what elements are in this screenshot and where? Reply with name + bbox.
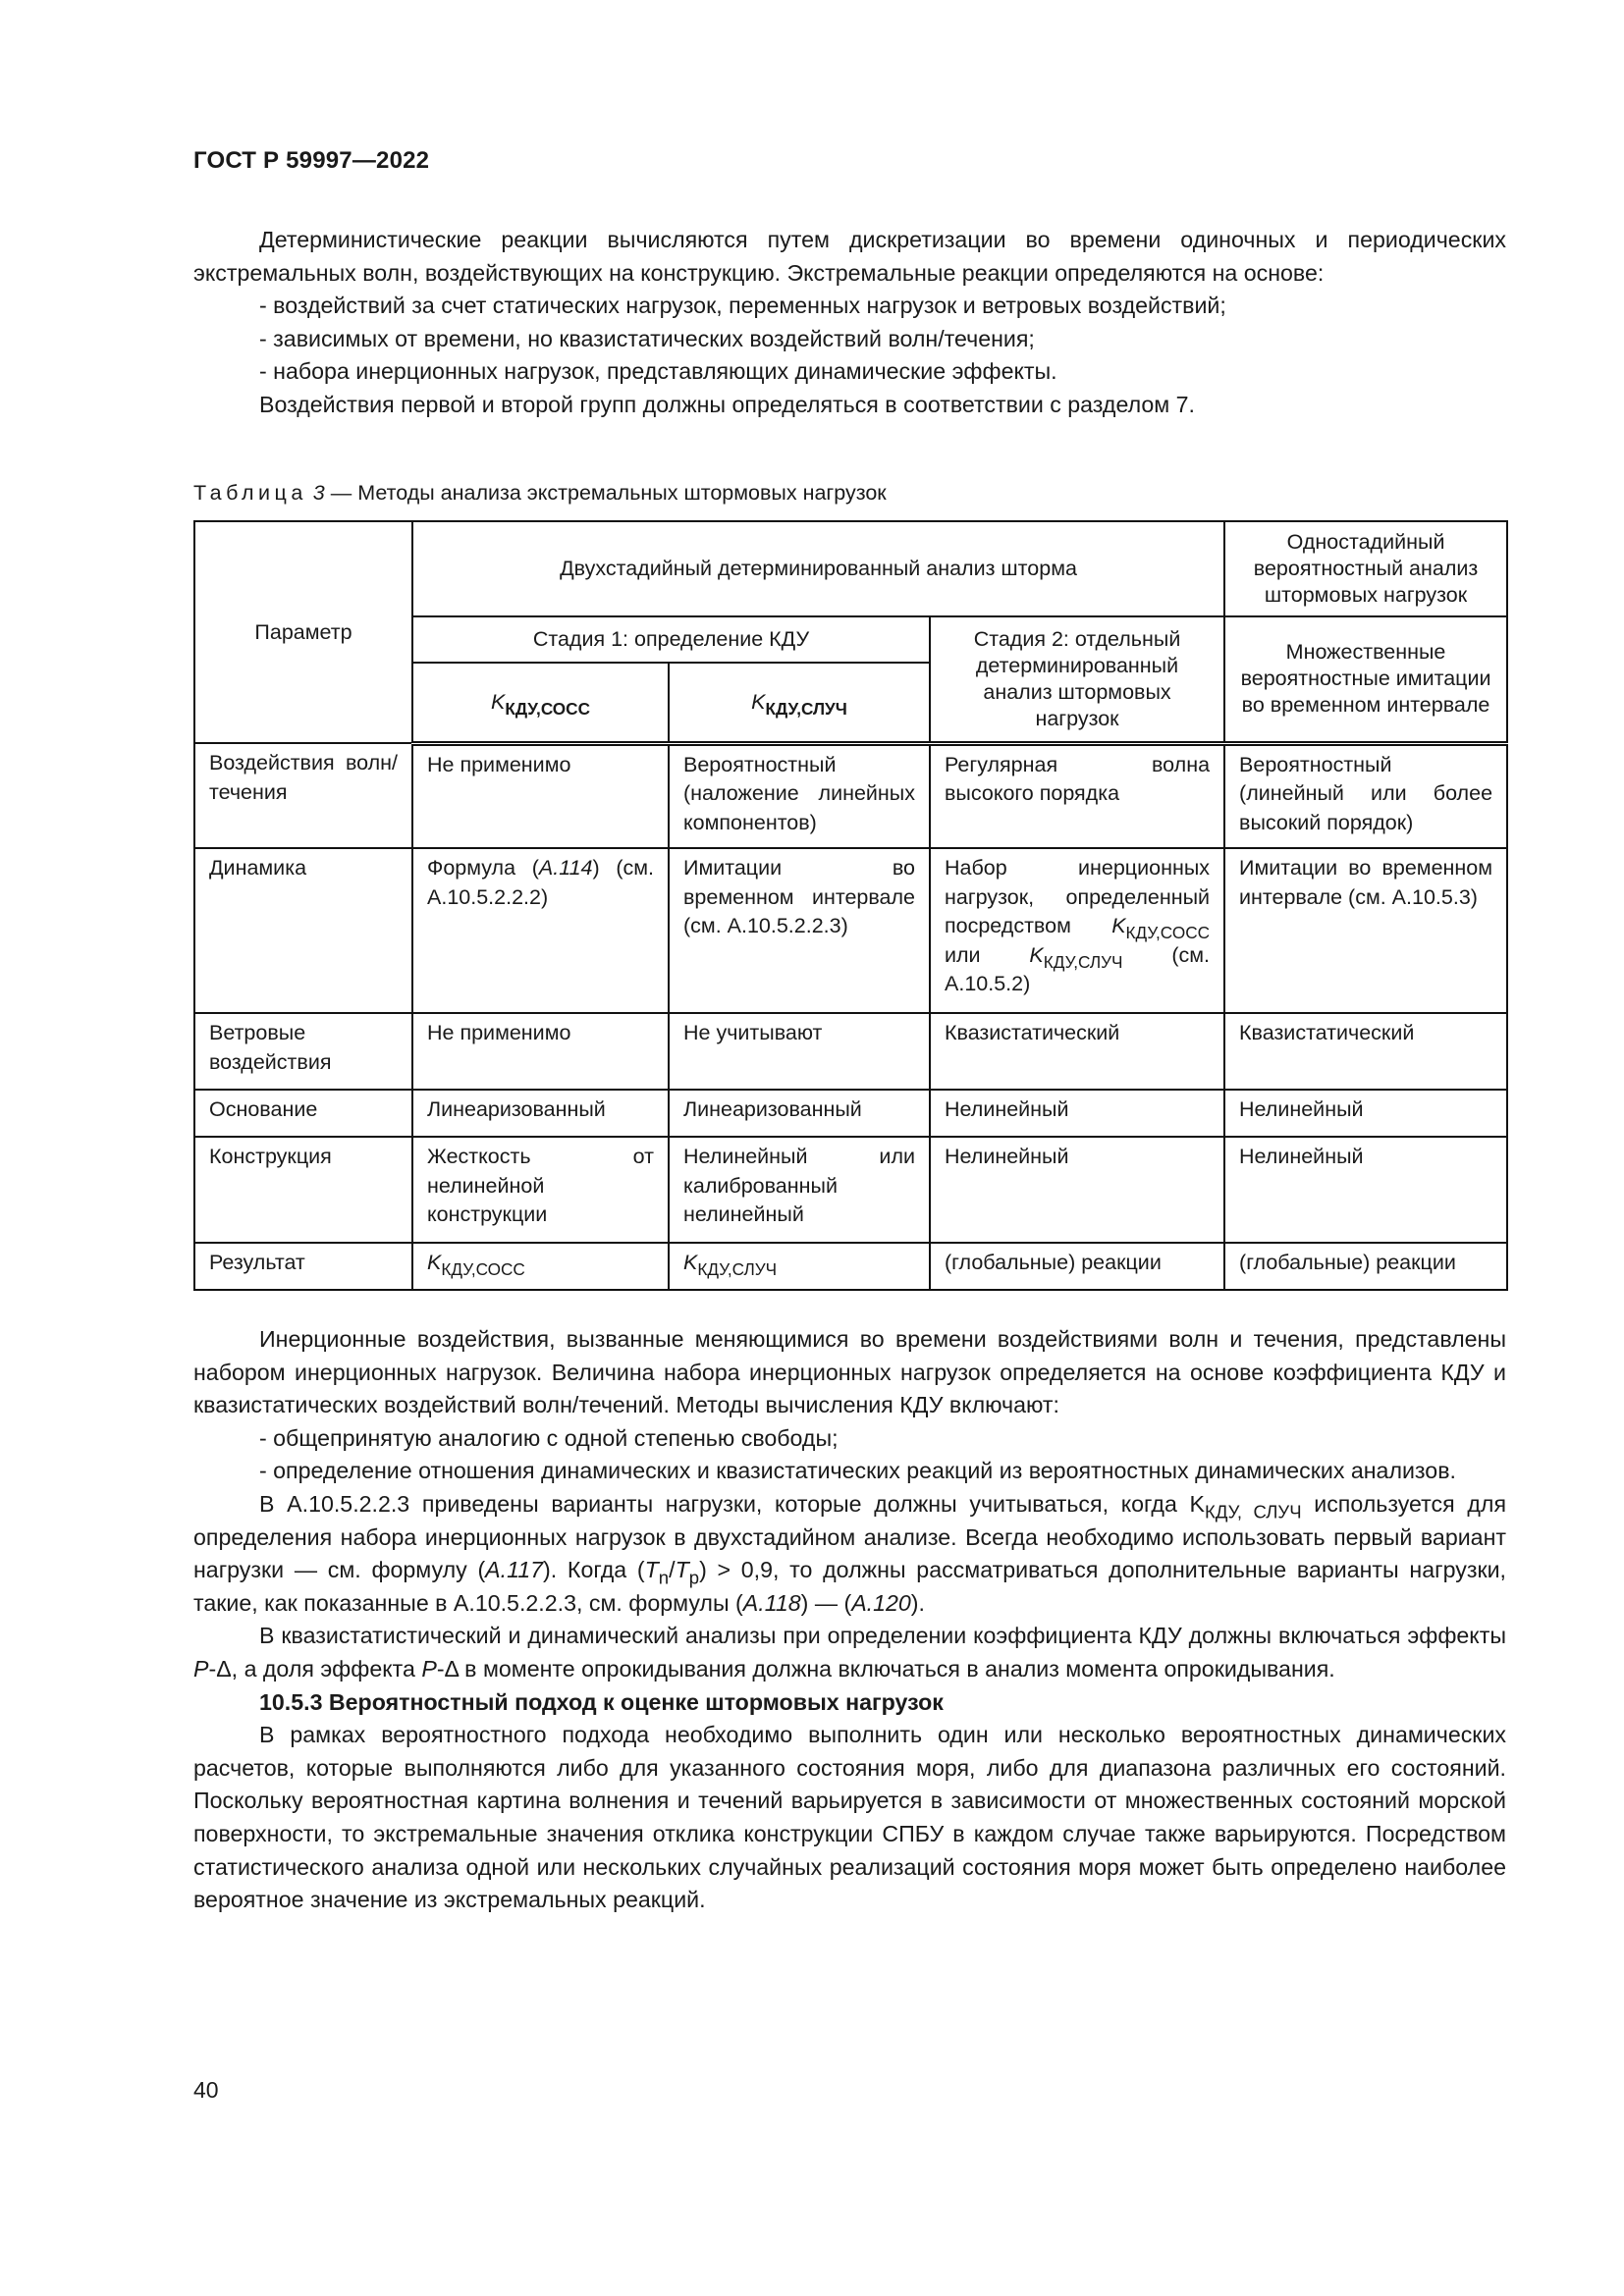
body-section <box>193 1323 1506 1917</box>
row-cell: Нелинейный <box>1224 1090 1507 1137</box>
caption-title: — Методы анализа экстремальных штормовых нагрузок <box>324 481 887 505</box>
row-cell: (глобальные) реакции <box>930 1243 1224 1290</box>
table-row <box>194 1137 1507 1243</box>
header-multi: Множественные вероятностные имитации во временном интервале <box>1224 616 1507 743</box>
intro-list-item: - воздействий за счет статических нагрузок, переменных нагрузок и ветровых воздействий; <box>259 293 1226 319</box>
header-one-stage: Одностадийный вероятностный анализ штормовых нагрузок <box>1224 521 1507 616</box>
row-cell: Нелинейный или калиброванный нелинейный <box>669 1137 930 1243</box>
table-row <box>194 1243 1507 1290</box>
page-number: 40 <box>193 2077 219 2103</box>
intro-list-item: - зависимых от времени, но квазистатических воздействий волн/течения; <box>259 325 1035 351</box>
table-caption <box>193 479 887 507</box>
body-paragraph: Инерционные воздействия, вызванные меняющимися во времени воздействиями волн и течения, представлены набором инерционных нагрузок. Величина набора инерционных нагрузок определяется на основе коэффициента КДУ и квазистатических воздействий волн/течений. Методы вычисления КДУ включают: <box>193 1326 1506 1418</box>
row-cell: Вероятностный (линейный или более высокий порядок) <box>1224 743 1507 848</box>
header-parameter: Параметр <box>194 521 412 743</box>
caption-number: 3 <box>312 481 325 505</box>
header-stage2: Стадия 2: отдельный детерминированный анализ штормовых нагрузок <box>930 616 1224 743</box>
intro-list-item: - набора инерционных нагрузок, представляющих динамические эффекты. <box>259 358 1057 385</box>
document-id: ГОСТ Р 59997—2022 <box>193 147 430 174</box>
intro-paragraph: Детерминистические реакции вычисляются путем дискретизации во времени одиночных и периодических экстремальных волн, воздействующих на конструкцию. Экстремальные реакции определяются на основе: <box>193 227 1506 286</box>
row-cell: Нелинейный <box>1224 1137 1507 1243</box>
row-cell: Формула (A.114) (см. А.10.5.2.2.2) <box>412 848 669 1013</box>
table-row <box>194 743 1507 848</box>
body-paragraph: В рамках вероятностного подхода необходимо выполнить один или несколько вероятностных динамических расчетов, которые выполняются либо для указанного состояния моря, либо для диапазона различных его состояний. Поскольку вероятностная картина волнения и течений варьируется в зависимости от множественных состояний морской поверхности, то экстремальные значения отклика конструкции СПБУ в каждом случае также варьируются. Посредством статистического анализа одной или нескольких случайных реализаций состояния моря может быть определено наиболее вероятное значение из экстремальных реакций. <box>193 1722 1506 1913</box>
row-param: Ветровые воздействия <box>194 1013 412 1090</box>
row-cell: Линеаризованный <box>412 1090 669 1137</box>
row-cell: Вероятностный (наложение линейных компонентов) <box>669 743 930 848</box>
row-cell: Не применимо <box>412 743 669 848</box>
row-cell: Имитации во временном интервале (см. А.10.5.2.2.3) <box>669 848 930 1013</box>
body-list-item: - общепринятую аналогию с одной степенью свободы; <box>259 1424 839 1451</box>
row-cell: Нелинейный <box>930 1137 1224 1243</box>
header-two-stage: Двухстадийный детерминированный анализ шторма <box>412 521 1224 616</box>
row-cell: Набор инерционных нагрузок, определенный посредством $K_{КДУ,СОСС}$ или $K_{КДУ,СЛУЧ}$ (см. А.10.5.2) <box>930 848 1224 1013</box>
row-cell: (глобальные) реакции <box>1224 1243 1507 1290</box>
row-cell: Нелинейный <box>930 1090 1224 1137</box>
table-row <box>194 1090 1507 1137</box>
row-cell: Регулярная волна высокого порядка <box>930 743 1224 848</box>
row-cell: $K_{КДУ,СЛУЧ}$ <box>669 1243 930 1290</box>
section-heading: 10.5.3 Вероятностный подход к оценке штормовых нагрузок <box>259 1688 944 1715</box>
row-param: Основание <box>194 1090 412 1137</box>
row-param: Результат <box>194 1243 412 1290</box>
row-cell: Не учитывают <box>669 1013 930 1090</box>
storm-load-methods-table <box>193 520 1508 1291</box>
row-param: Конструкция <box>194 1137 412 1243</box>
table-row <box>194 848 1507 1013</box>
row-cell: Имитации во временном интервале (см. А.10.5.3) <box>1224 848 1507 1013</box>
caption-word: Таблица <box>193 481 307 505</box>
table-row <box>194 1013 1507 1090</box>
row-param: Динамика <box>194 848 412 1013</box>
header-k-socc: $K_{КДУ,СОСС}$ <box>412 663 669 743</box>
row-cell: Квазистатический <box>1224 1013 1507 1090</box>
header-stage1: Стадия 1: определение КДУ <box>412 616 930 663</box>
row-cell: Линеаризованный <box>669 1090 930 1137</box>
row-cell: Жесткость от нелинейной конструкции <box>412 1137 669 1243</box>
intro-closing: Воздействия первой и второй групп должны определяться в соответствии с разделом 7. <box>259 391 1195 417</box>
row-cell: $K_{КДУ,СОСС}$ <box>412 1243 669 1290</box>
intro-section <box>193 224 1506 422</box>
table-header-row <box>194 521 1507 616</box>
header-k-sluch: $K_{КДУ,СЛУЧ}$ <box>669 663 930 743</box>
row-cell: Квазистатический <box>930 1013 1224 1090</box>
row-cell: Не применимо <box>412 1013 669 1090</box>
body-paragraph: В квазистатистический и динамический анализы при определении коэффициента КДУ должны включаться эффекты P-Δ, а доля эффекта P-Δ в моменте опрокидывания должна включаться в анализ момента опрокидывания. <box>193 1623 1506 1682</box>
body-list-item: - определение отношения динамических и квазистатических реакций из вероятностных динамических анализов. <box>259 1458 1456 1484</box>
row-param: Воздействия волн/течения <box>194 743 412 848</box>
body-paragraph: В А.10.5.2.2.3 приведены варианты нагрузки, которые должны учитываться, когда $K_{КДУ, СЛУЧ}$ используется для определения набора инерционных нагрузок в двухстадийном анализе. Всегда необходимо использовать первый вариант нагрузки — см. формулу (A.117). Когда $(T_n/T_p) > 0,9$, то должны рассматриваться дополнительные варианты нагрузки, такие, как показанные в А.10.5.2.2.3, см. формулы (A.118) — (A.120). <box>193 1490 1506 1616</box>
